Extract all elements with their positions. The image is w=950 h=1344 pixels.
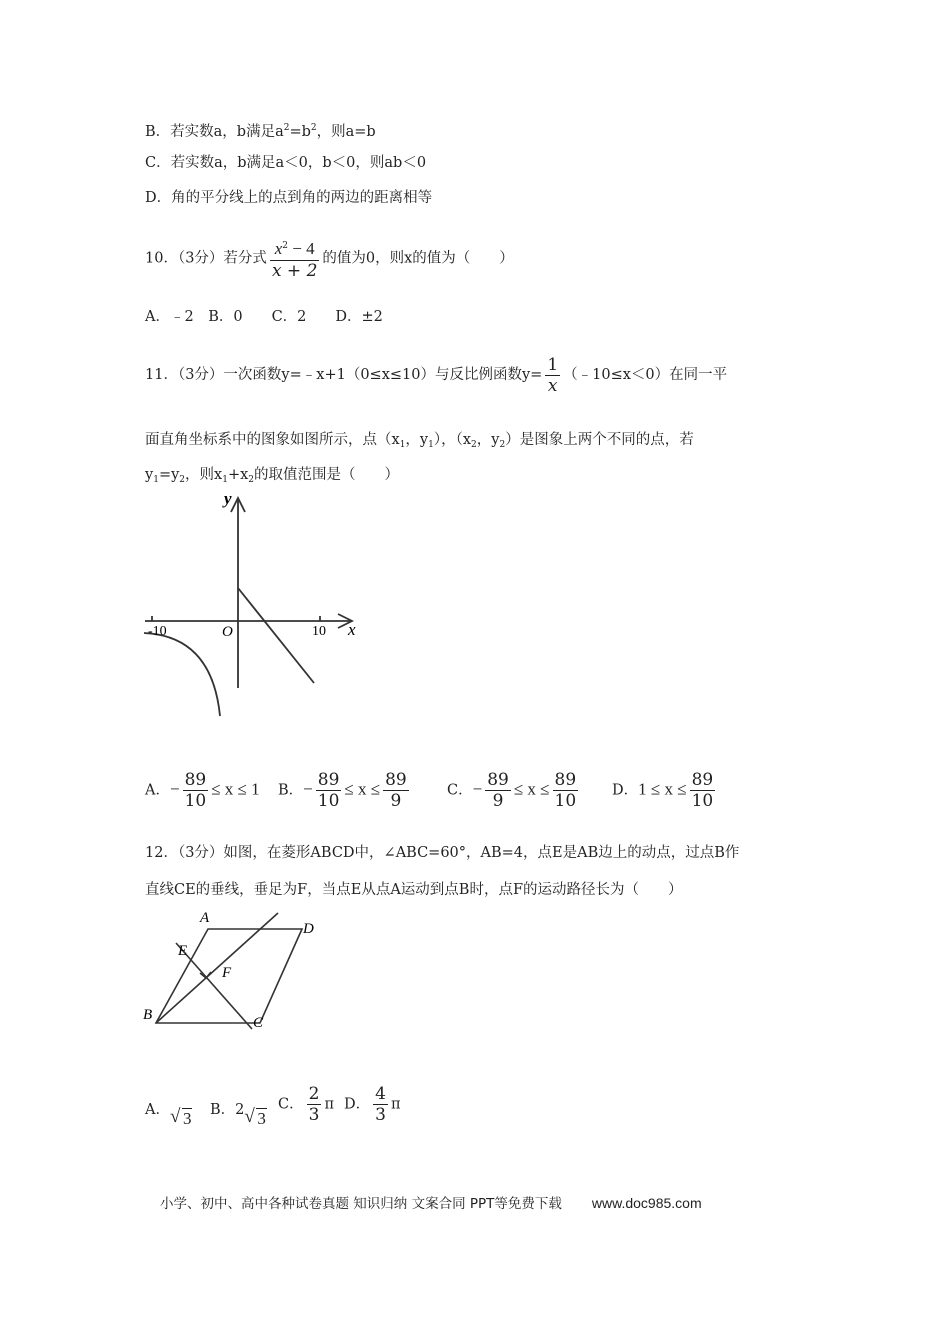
q12-rhombus-figure <box>140 905 330 1035</box>
sqrt-icon: √ 3 <box>244 1106 266 1128</box>
y-axis-label: y <box>224 489 232 508</box>
q9-option-b: B．若实数a，b满足$a^2=b^2$，则a=b <box>145 123 376 140</box>
q12-option-d: D． $\frac{4}{3}$ π <box>344 1084 401 1125</box>
q11-option-a: A．− $\frac{89}{10}$ ≤ x ≤ 1 <box>145 770 260 811</box>
q11-option-c: C．− $\frac{89}{9}$ ≤ x ≤ $\frac{89}{10}$ <box>447 770 577 811</box>
x-axis-label: x <box>348 620 356 639</box>
footer-site-link[interactable]: www.doc985.com <box>591 1195 702 1211</box>
q10-fraction: $\frac{x^2 - 4}{x + 2}$ <box>270 236 319 281</box>
q11-function-graph <box>140 488 370 723</box>
q11-fraction: $\frac{1}{x}$ <box>547 354 559 396</box>
label-c: C <box>253 1015 264 1031</box>
q12-option-b: B．2 √ 3 <box>210 1102 266 1128</box>
q11-stem-line1: 11．（3分）一次函数y=﹣x+1（0≤x≤10）与反比例函数y= $\frac{1}{x}$ （﹣10≤x＜0）在同一平 <box>145 354 728 396</box>
origin-label: O <box>222 624 233 640</box>
label-a: A <box>200 910 210 926</box>
q12-option-c: C． $\frac{2}{3}$ π <box>278 1084 334 1125</box>
q9-option-c: C．若实数a，b满足a＜0，b＜0，则ab＜0 <box>145 155 427 171</box>
q11-stem-line2: 面直角坐标系中的图象如图所示，点（$x_1$，$y_1$），（$x_2$，$y_2$）是图象上两个不同的点，若 <box>145 432 694 450</box>
label-b: B <box>143 1007 153 1023</box>
q11-option-d: D．1 ≤ x ≤ $\frac{89}{10}$ <box>612 770 714 811</box>
label-e: E <box>178 943 188 959</box>
q11-stem-line3: $y_1=y_2$，则$x_1+x_2$的取值范围是（ ） <box>145 467 399 485</box>
q9-option-d: D．角的平分线上的点到角的两边的距离相等 <box>145 190 433 206</box>
footer-text: 小学、初中、高中各种试卷真题 知识归纳 文案合同 PPT等免费下载 <box>160 1196 562 1212</box>
label-f: F <box>222 965 232 981</box>
sqrt-icon: √ 3 <box>169 1106 192 1128</box>
footer <box>160 1192 702 1212</box>
q10-stem: 10．（3分）若分式 $\frac{x^2 - 4}{x + 2}$ 的值为0，则x的值为（ ） <box>145 236 514 281</box>
neg-tick-label: -10 <box>148 624 167 639</box>
q10-options: A．﹣2 B．0 C．2 D．±2 <box>145 309 383 325</box>
line-ce <box>176 943 252 1029</box>
linear-function-line <box>238 588 314 683</box>
label-d: D <box>303 921 314 937</box>
q11-option-b: B．− $\frac{89}{10}$ ≤ x ≤ $\frac{89}{9}$ <box>278 770 407 811</box>
q12-stem-line2: 直线CE的垂线，垂足为F，当点E从点A运动到点B时，点F的运动路径长为（ ） <box>145 882 683 898</box>
q12-option-a: A． √ 3 <box>145 1102 192 1128</box>
q12-stem-line1: 12．（3分）如图，在菱形ABCD中，∠ABC=60°，AB=4，点E是AB边上的动点，过点B作 <box>145 845 740 861</box>
pos-tick-label: 10 <box>312 624 326 639</box>
reciprocal-function-curve <box>144 633 220 716</box>
